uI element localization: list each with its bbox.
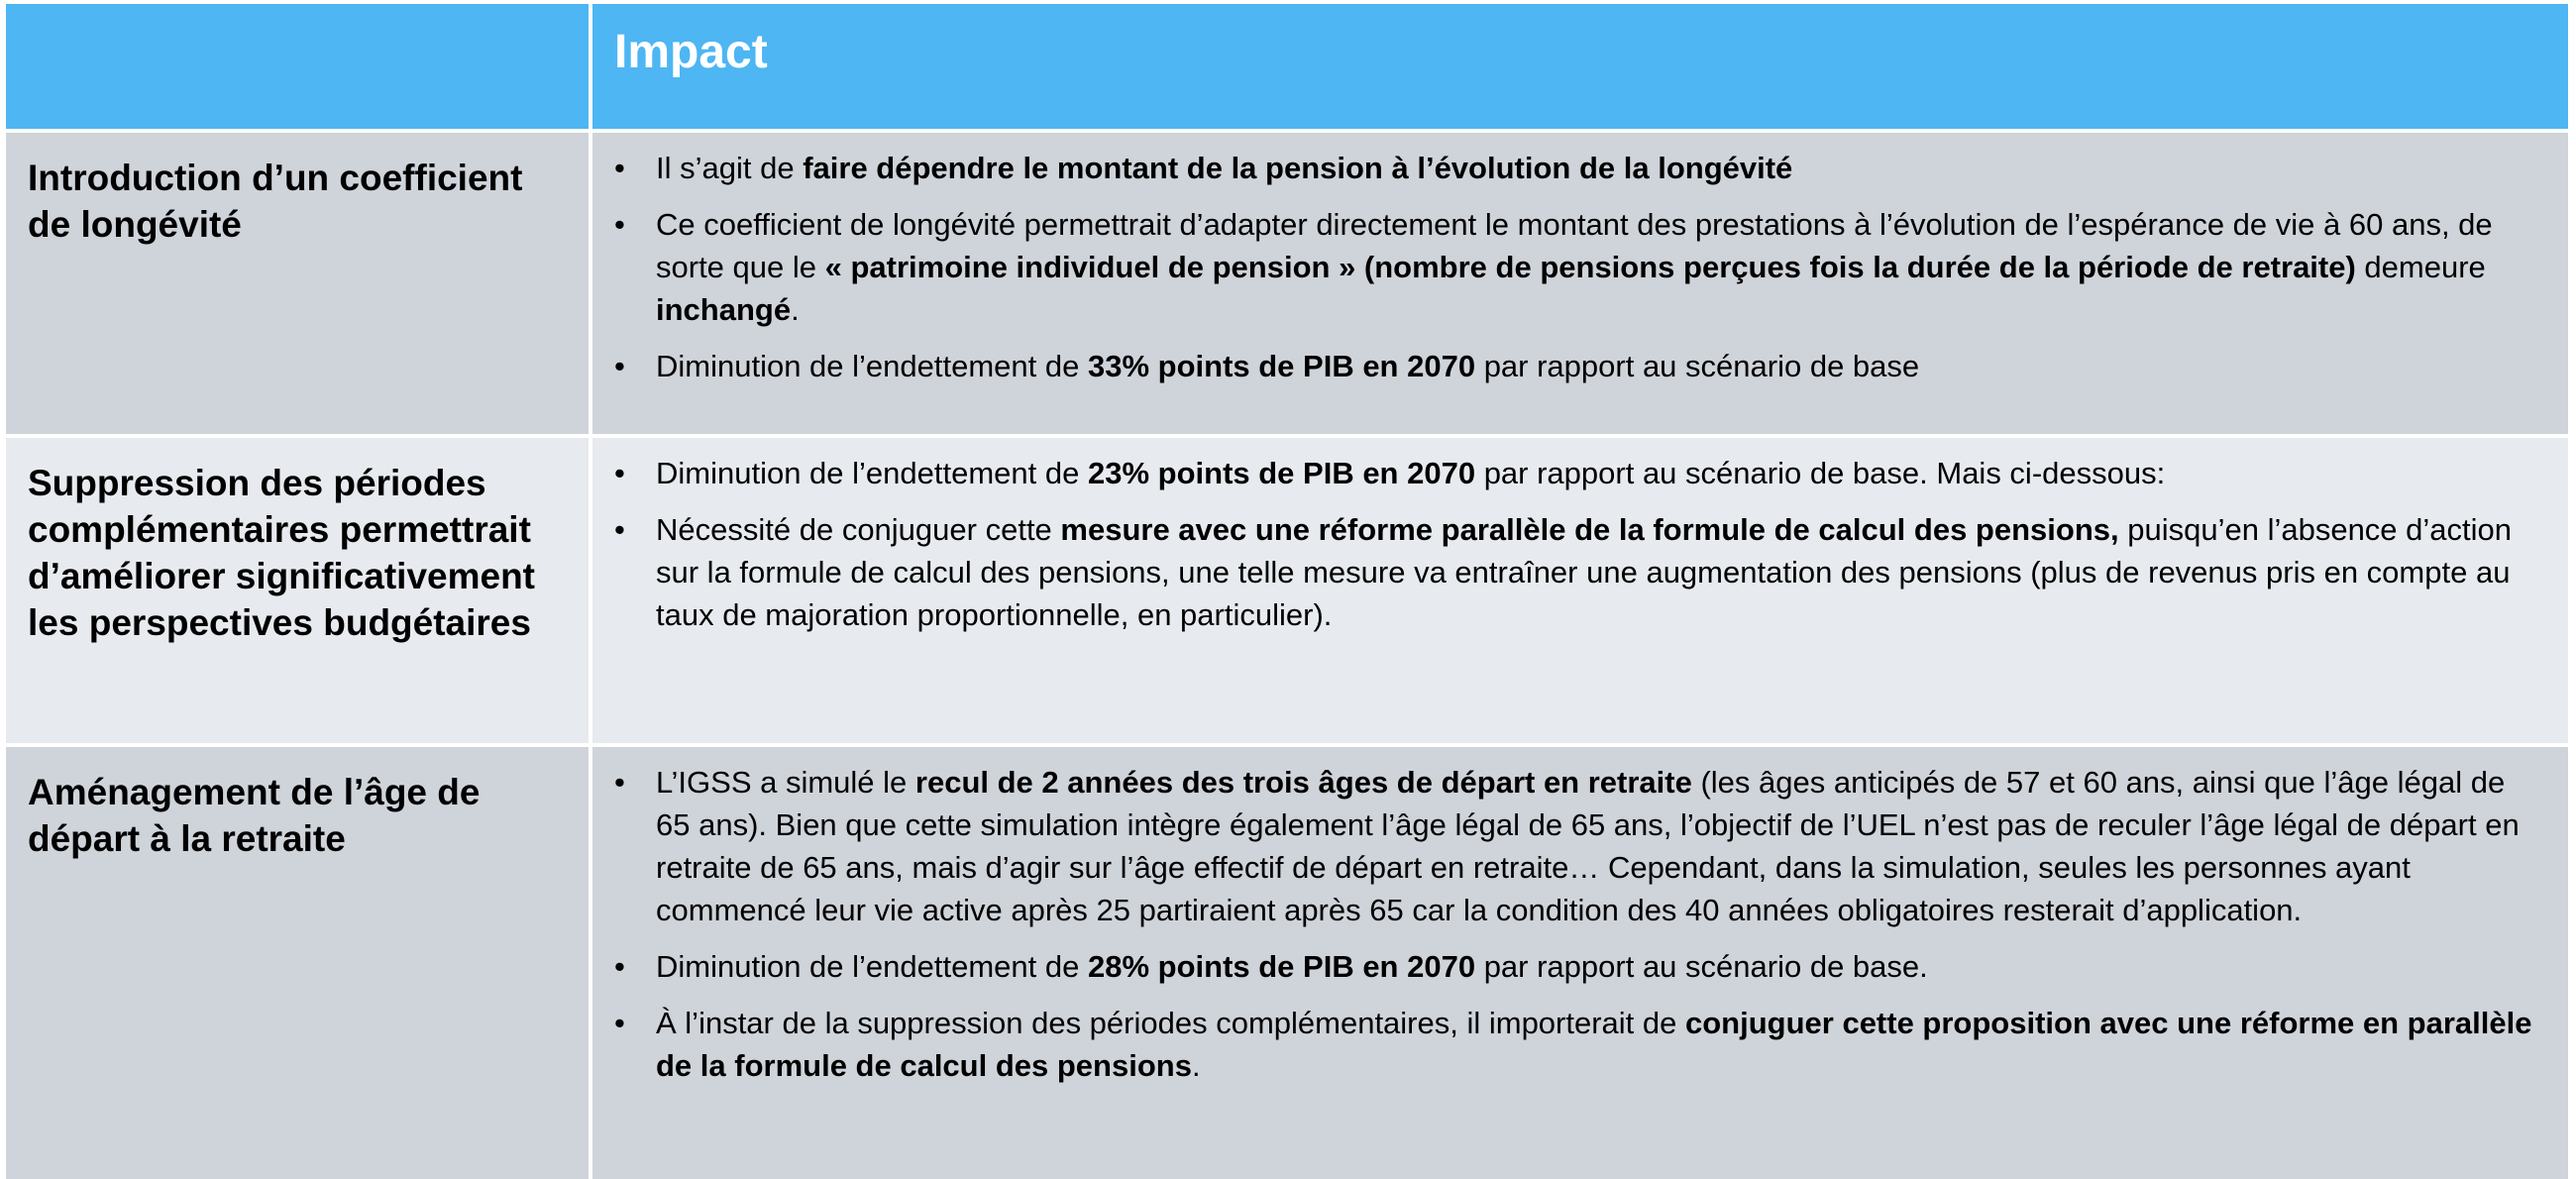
bullet-text-bold: inchangé <box>656 292 792 327</box>
row-title: Introduction d’un coefficient de longévité <box>6 131 590 436</box>
bullet-text-bold: mesure avec une réforme parallèle de la formule de calcul des pensions, <box>1060 512 2119 547</box>
bullet-item <box>614 508 2538 636</box>
bullet-text: Diminution de l’endettement de <box>656 456 1088 490</box>
bullet-text: (les âges anticipés de 57 et 60 ans, ainsi que l’âge légal de 65 ans). Bien que cette simulation intègre également l’âge légal de 65 ans, l’objectif de l’UEL n’est pas de reculer l’âge légal de départ en retraite de 65 ans, mais d’agir sur l’âge effectif de départ en retraite… Cependant, dans la simulation, seules les personnes ayant commencé leur vie active après 25 partiraient après 65 car la condition des 40 années obligatoires resterait d’application. <box>656 765 2520 927</box>
header-impact-cell: Impact <box>590 4 2568 131</box>
bullet-item <box>614 761 2538 931</box>
bullet-dot: • <box>614 456 625 490</box>
bullet-item <box>614 1002 2538 1087</box>
bullet-text-bold: 28% points de PIB en 2070 <box>1087 949 1476 984</box>
table-row <box>6 745 2568 1179</box>
table-header-row <box>6 4 2568 131</box>
row-impact <box>590 745 2568 1179</box>
bullet-dot: • <box>614 151 625 185</box>
bullet-text: . <box>791 292 800 327</box>
table-row <box>6 436 2568 745</box>
bullet-text-bold: 33% points de PIB en 2070 <box>1087 349 1476 383</box>
bullet-dot: • <box>614 949 625 984</box>
bullet-list <box>614 452 2538 636</box>
bullet-text: demeure <box>2355 250 2486 284</box>
bullet-text: L’IGSS a simulé le <box>656 765 915 800</box>
bullet-text: par rapport au scénario de base. Mais ci-dessous: <box>1475 456 2166 490</box>
bullet-text-bold: conjuguer cette proposition avec une réforme en parallèle de la formule de calcul des pensions <box>656 1006 2532 1083</box>
bullet-text: par rapport au scénario de base. <box>1475 949 1928 984</box>
bullet-text: par rapport au scénario de base <box>1475 349 1920 383</box>
bullet-item <box>614 345 2538 387</box>
row-impact <box>590 436 2568 745</box>
bullet-text-bold: 23% points de PIB en 2070 <box>1087 456 1476 490</box>
bullet-list <box>614 147 2538 387</box>
row-title: Aménagement de l’âge de départ à la retraite <box>6 745 590 1179</box>
bullet-item <box>614 203 2538 331</box>
bullet-dot: • <box>614 1006 625 1040</box>
bullet-text: Diminution de l’endettement de <box>656 349 1088 383</box>
bullet-text-bold: « patrimoine individuel de pension » (nombre de pensions perçues fois la durée de la période de retraite) <box>824 250 2356 284</box>
bullet-text: Diminution de l’endettement de <box>656 949 1088 984</box>
bullet-text: . <box>1191 1048 1201 1083</box>
bullet-text: Ce coefficient de longévité permettrait d’adapter directement le montant des prestations à l’évolution de l’espérance de vie à 60 ans, de sorte que le <box>656 207 2493 284</box>
bullet-list <box>614 761 2538 1087</box>
bullet-item <box>614 452 2538 494</box>
bullet-item <box>614 147 2538 189</box>
row-impact <box>590 131 2568 436</box>
bullet-dot: • <box>614 512 625 547</box>
bullet-item <box>614 945 2538 988</box>
bullet-dot: • <box>614 207 625 242</box>
row-title: Suppression des périodes complémentaires permettrait d’améliorer significativement les perspectives budgétaires <box>6 436 590 745</box>
bullet-dot: • <box>614 349 625 383</box>
bullet-text-bold: recul de 2 années des trois âges de départ en retraite <box>914 765 1692 800</box>
impact-table <box>6 4 2568 1179</box>
bullet-text-bold: faire dépendre le montant de la pension à l’évolution de la longévité <box>803 151 1793 185</box>
bullet-text: Il s’agit de <box>656 151 804 185</box>
bullet-dot: • <box>614 765 625 800</box>
table-row <box>6 131 2568 436</box>
bullet-text: À l’instar de la suppression des périodes complémentaires, il importerait de <box>656 1006 1685 1040</box>
bullet-text: puisqu’en l’absence d’action sur la formule de calcul des pensions, une telle mesure va entraîner une augmentation des pensions (plus de revenus pris en compte au taux de majoration proportionnelle, en particulier). <box>656 512 2513 632</box>
bullet-text: Nécessité de conjuguer cette <box>656 512 1061 547</box>
header-empty-cell <box>6 4 590 131</box>
